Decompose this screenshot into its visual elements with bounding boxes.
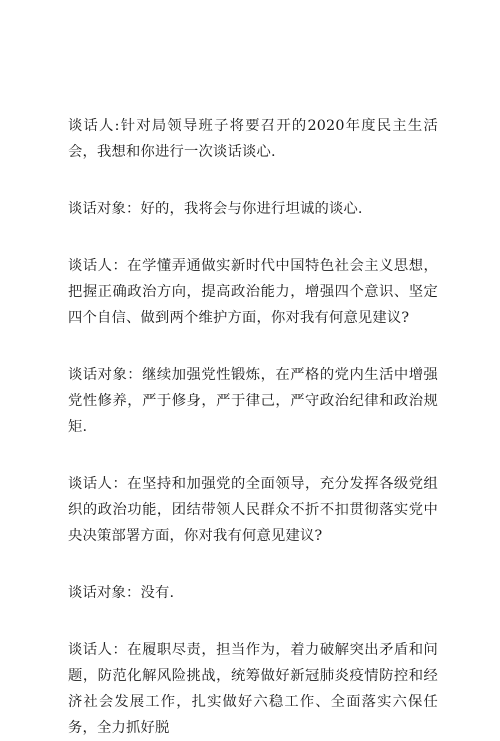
paragraph-reply-1: 谈话对象：好的，我将会与你进行坦诚的谈心.	[68, 201, 363, 217]
paragraph-reply-2: 谈话对象：继续加强党性锻炼，在严格的党内生活中增强党性修养，严于修身，严于律己，严守政治纪律和政治规矩.	[68, 367, 438, 435]
document-body	[68, 113, 438, 741]
paragraph-question-3: 谈话人：在履职尽责，担当作为，着力破解突出矛盾和问题，防范化解风险挑战，统筹做好新冠肺炎疫情防控和经济社会发展工作，扎实做好六稳工作、全面落实六保任务，全力抓好脱	[68, 642, 438, 736]
paragraph-question-2: 谈话人：在坚持和加强党的全面领导，充分发挥各级党组织的政治功能，团结带领人民群众不折不扣贯彻落实党中央决策部署方面，你对我有何意见建议?	[68, 476, 438, 544]
paragraph-reply-3: 谈话对象：没有.	[68, 585, 175, 601]
paragraph-question-1: 谈话人：在学懂弄通做实新时代中国特色社会主义思想，把握正确政治方向，提高政治能力，增强四个意识、坚定四个自信、做到两个维护方面，你对我有何意见建议?	[68, 258, 438, 326]
paragraph-intro: 谈话人:针对局领导班子将要召开的2020年度民主生活会，我想和你进行一次谈话谈心.	[68, 118, 438, 160]
